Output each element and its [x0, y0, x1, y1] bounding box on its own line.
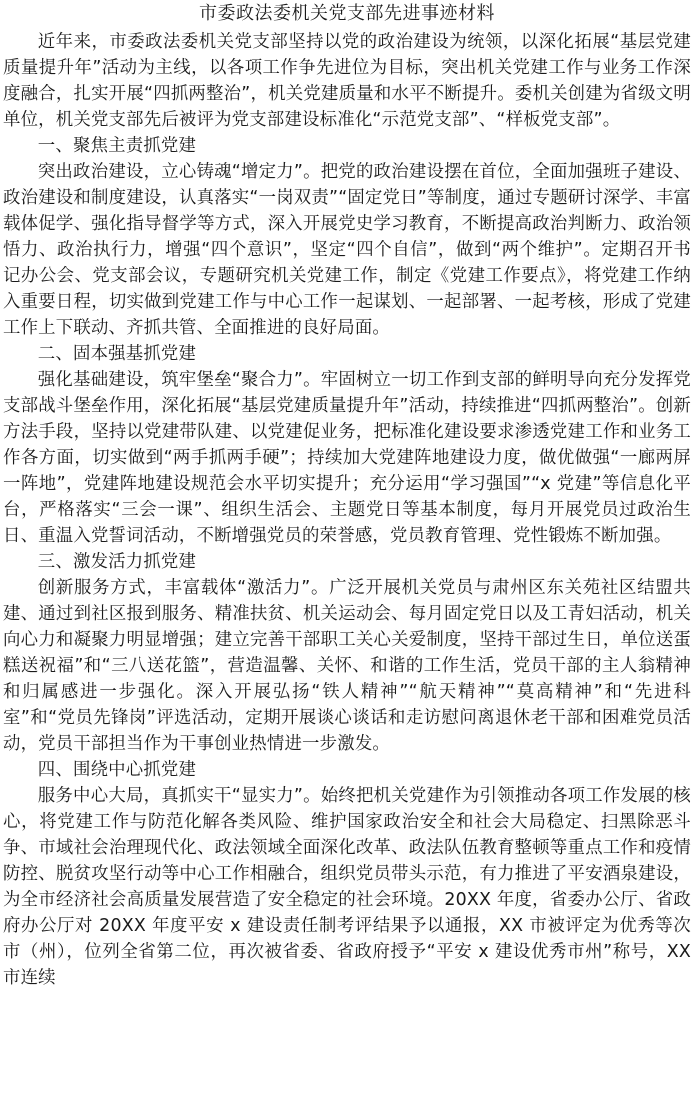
section-4-heading: 四、围绕中心抓党建: [37, 760, 197, 780]
intro-paragraph: 近年来，市委政法委机关党支部坚持以党的政治建设为统领，以深化拓展“基层党建质量提升年”活动为主线，以各项工作争先进位为目标，突出机关党建工作与业务工作深度融合，扎实开展“四抓两整治”，机关党建质量和水平不断提升。委机关创建为省级文明单位，机关党支部先后被评为党支部建设标准化“示范党支部”、“样板党支部”。: [3, 32, 691, 130]
section-3-body: 创新服务方式，丰富载体“激活力”。广泛开展机关党员与肃州区东关苑社区结盟共建、通过到社区报到服务、精准扶贫、机关运动会、每月固定党日以及工青妇活动，机关向心力和凝聚力明显增强；建立完善干部职工关心关爱制度，坚持干部过生日，单位送蛋糕送祝福”和“三八送花篮”，营造温馨、关怀、和谐的工作生活，党员干部的主人翁精神和归属感进一步强化。深入开展弘扬“铁人精神”“航天精神”“莫高精神”和“先进科室”和“党员先锋岗”评选活动，定期开展谈心谈话和走访慰问离退休老干部和困难党员活动，党员干部担当作为干事创业热情进一步激发。: [3, 578, 691, 754]
section-1-heading: 一、聚焦主责抓党建: [37, 136, 197, 156]
section-3-heading: 三、激发活力抓党建: [37, 552, 197, 572]
section-4-body: 服务中心大局，真抓实干“显实力”。始终把机关党建作为引领推动各项工作发展的核心，将党建工作与防范化解各类风险、维护国家政治安全和社会大局稳定、扫黑除恶斗争、市域社会治理现代化、政法领域全面深化改革、政法队伍教育整顿等重点工作和疫情防控、脱贫攻坚行动等中心工作相融合，组织党员带头示范，有力推进了平安酒泉建设，为全市经济社会高质量发展营造了安全稳定的社会环境。20XX 年度，省委办公厅、省政府办公厅对 20XX 年度平安 x 建设责任制考评结果予以通报，XX 市被评定为优秀等次市（州），位列全省第二位，再次被省委、省政府授予“平安 x 建设优秀市州”称号，XX 市连续: [3, 786, 691, 988]
section-2-body: 强化基础建设，筑牢堡垒“聚合力”。牢固树立一切工作到支部的鲜明导向充分发挥党支部战斗堡垒作用，深化拓展“基层党建质量提升年”活动，持续推进“四抓两整治”。创新方法手段，坚持以党建带队建、以党建促业务，把标准化建设要求渗透党建工作和业务工作各方面，切实做到“两手抓两手硬”；持续加大党建阵地建设力度，做优做强“一廊两屏一阵地”，党建阵地建设规范会水平切实提升；充分运用“学习强国”“x 党建”等信息化平台，严格落实“三会一课”、组织生活会、主题党日等基本制度，每月开展党员过政治生日、重温入党誓词活动，不断增强党员的荣誉感，党员教育管理、党性锻炼不断加强。: [3, 370, 691, 546]
section-1-body: 突出政治建设，立心铸魂“增定力”。把党的政治建设摆在首位，全面加强班子建设、政治建设和制度建设，认真落实“一岗双责”“固定党日”等制度，通过专题研讨深学、丰富载体促学、强化指导督学等方式，深入开展党史学习教育，不断提高政治判断力、政治领悟力、政治执行力，增强“四个意识”，坚定“四个自信”，做到“两个维护”。定期召开书记办公会、党支部会议，专题研究机关党建工作，制定《党建工作要点》，将党建工作纳入重要日程，切实做到党建工作与中心工作一起谋划、一起部署、一起考核，形成了党建工作上下联动、齐抓共管、全面推进的良好局面。: [3, 162, 691, 338]
section-2-heading: 二、固本强基抓党建: [37, 344, 197, 364]
document-title: 市委政法委机关党支部先进事迹材料: [199, 3, 495, 24]
